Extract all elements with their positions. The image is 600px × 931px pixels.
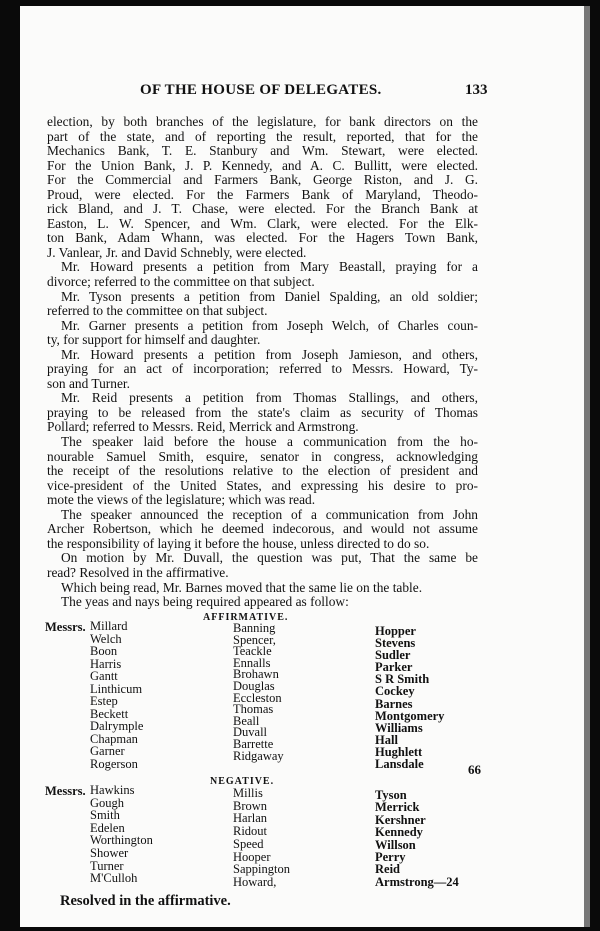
text-line: the receipt of the resolutions relative to the election of president and (47, 464, 478, 479)
member-name: Kennedy (375, 825, 423, 840)
member-name: Millard (90, 619, 128, 633)
text-line: nourable Samuel Smith, esquire, senator in congress, acknowledging (47, 449, 478, 464)
member-name: Hughlett (375, 744, 423, 759)
member-name: Perry (375, 850, 406, 865)
member-name: Armstrong—24 (375, 874, 459, 889)
text-line: Pollard; referred to Messrs. Reid, Merrick and Armstrong. (47, 420, 359, 435)
member-name: Kershner (375, 812, 426, 827)
member-name: Worthington (90, 833, 153, 848)
member-name: Banning (233, 621, 276, 635)
member-name: Shower (90, 845, 129, 860)
member-name: Millis (233, 786, 263, 800)
member-name: Barnes (375, 696, 413, 711)
member-name: Williams (375, 720, 423, 735)
affirmative-column-3 (375, 625, 444, 770)
affirmative-column-1 (90, 620, 143, 770)
text-line: Proud, were elected. For the Farmers Bank of Maryland, Theodo- (47, 187, 478, 202)
member-name: Garner (90, 744, 125, 758)
text-line: For the Union Bank, J. P. Kennedy, and A. C. Bullitt, were elected. (47, 158, 478, 173)
member-name: Lansdale (375, 757, 424, 772)
member-name: Boon (90, 644, 118, 658)
document-page (20, 6, 586, 927)
affirmative-messrs: Messrs. (45, 620, 86, 634)
text-line: praying for an act of incorporation; referred to Messrs. Howard, Ty- (47, 362, 478, 377)
member-name: Duvall (233, 725, 268, 740)
member-name: Beckett (90, 706, 129, 721)
member-name: Stevens (375, 636, 416, 651)
member-name: Dalrymple (90, 719, 144, 733)
member-name: Harlan (233, 811, 268, 826)
member-name: Teackle (233, 644, 272, 659)
member-name: Merrick (375, 800, 420, 815)
negative-heading: NEGATIVE. (210, 776, 275, 787)
member-name: Hopper (375, 624, 416, 638)
member-name: Ennalls (233, 655, 271, 670)
text-line: mote the views of the legislature; which was read. (47, 493, 316, 508)
negative-column-3 (375, 789, 459, 888)
member-name: Douglas (233, 678, 275, 693)
member-name: M'Culloh (90, 871, 138, 886)
member-name: Montgomery (375, 708, 445, 723)
text-line: Easton, L. W. Spencer, and Wm. Clark, were elected. For the Elk- (47, 216, 478, 231)
member-name: Howard, (233, 874, 277, 889)
text-line: ty, for support for himself and daughter. (47, 333, 261, 348)
text-line: The speaker announced the reception of a communication from John (61, 507, 478, 522)
text-line: Mr. Tyson presents a petition from Daniel Spalding, an old soldier; (61, 289, 478, 304)
text-line: Mr. Garner presents a petition from Joseph Welch, of Charles coun- (61, 318, 478, 333)
member-name: Hawkins (90, 783, 135, 797)
member-name: Brown (233, 798, 268, 813)
text-line: divorce; referred to the committee on that subject. (47, 275, 315, 290)
text-line: part of the state, and of reporting the result, reported, that for the (47, 129, 478, 144)
member-name: Spencer, (233, 632, 276, 647)
negative-column-2 (233, 787, 290, 889)
member-name: Brohawn (233, 667, 279, 682)
member-name: Thomas (233, 702, 274, 717)
member-name: Gantt (90, 669, 118, 683)
member-name: Barrette (233, 736, 274, 751)
member-name: Willson (375, 837, 416, 852)
text-line: For the Commercial and Farmers Bank, George Riston, and J. G. (47, 173, 478, 188)
running-header: OF THE HOUSE OF DELEGATES. (140, 82, 382, 98)
affirmative-column-2 (233, 623, 284, 762)
text-line: praying to be released from the state's claim as security of Thomas (47, 405, 478, 420)
member-name: Rogerson (90, 756, 138, 771)
text-line: The yeas and nays being required appeared as follow: (61, 595, 349, 610)
text-line: Mr. Howard presents a petition from Mary Beastall, praying for a (61, 260, 478, 275)
member-name: Hooper (233, 849, 271, 864)
resolution-text: Resolved in the affirmative. (60, 893, 231, 909)
text-line: referred to the committee on that subject. (47, 304, 268, 319)
member-name: Estep (90, 694, 118, 708)
member-name: Reid (375, 862, 400, 877)
text-line: the responsibility of laying it before the house, unless directed to do so. (47, 536, 430, 551)
member-name: Ridgaway (233, 748, 284, 763)
text-line: On motion by Mr. Duvall, the question was put, That the same be (61, 551, 478, 566)
member-name: Smith (90, 808, 120, 823)
text-line: election, by both branches of the legislature, for bank directors on the (47, 115, 478, 129)
member-name: Tyson (375, 788, 407, 802)
page-number: 133 (465, 82, 488, 98)
text-line: Which being read, Mr. Barnes moved that the same lie on the table. (61, 580, 423, 595)
member-name: Gough (90, 795, 125, 810)
member-name: Beall (233, 713, 260, 728)
member-name: Turner (90, 858, 124, 873)
member-name: Welch (90, 631, 122, 646)
member-name: Eccleston (233, 690, 282, 705)
text-line: read? Resolved in the affirmative. (47, 565, 229, 580)
member-name: Edelen (90, 820, 125, 835)
member-name: Cockey (375, 684, 415, 699)
page-edge (584, 6, 590, 927)
text-line: vice-president of the United States, and expressing his desire to pro- (47, 478, 478, 493)
text-line: J. Vanlear, Jr. and David Schnebly, were elected. (47, 245, 307, 260)
member-name: Sappington (233, 862, 290, 877)
member-name: Sudler (375, 648, 411, 663)
affirmative-heading: AFFIRMATIVE. (203, 612, 289, 623)
text-line: Mr. Reid presents a petition from Thomas Stallings, and others, (61, 391, 478, 406)
text-line: Mr. Howard presents a petition from Joseph Jamieson, and others, (61, 347, 478, 362)
body-text (47, 115, 478, 610)
text-line: Archer Robertson, which he deemed indecorous, and would not assume (47, 522, 478, 537)
text-line: son and Turner. (47, 376, 130, 391)
member-name: Chapman (90, 731, 138, 746)
member-name: Speed (233, 836, 264, 851)
member-name: Parker (375, 660, 413, 675)
text-line: rick Bland, and J. T. Chase, were elected. For the Branch Bank at (47, 202, 478, 217)
text-line: Mechanics Bank, T. E. Stanbury and Wm. Stewart, were elected. (47, 144, 478, 159)
text-line: ton Bank, Adam Whann, was elected. For the Hagers Town Bank, (47, 231, 478, 246)
negative-messrs: Messrs. (45, 784, 86, 798)
member-name: Linthicum (90, 681, 143, 696)
member-name: Harris (90, 656, 122, 671)
affirmative-total: 66 (468, 762, 481, 777)
text-line: The speaker laid before the house a communication from the ho- (61, 435, 478, 450)
member-name: Hall (375, 732, 398, 747)
member-name: S R Smith (375, 672, 430, 687)
member-name: Ridout (233, 824, 268, 839)
negative-column-1 (90, 784, 153, 885)
